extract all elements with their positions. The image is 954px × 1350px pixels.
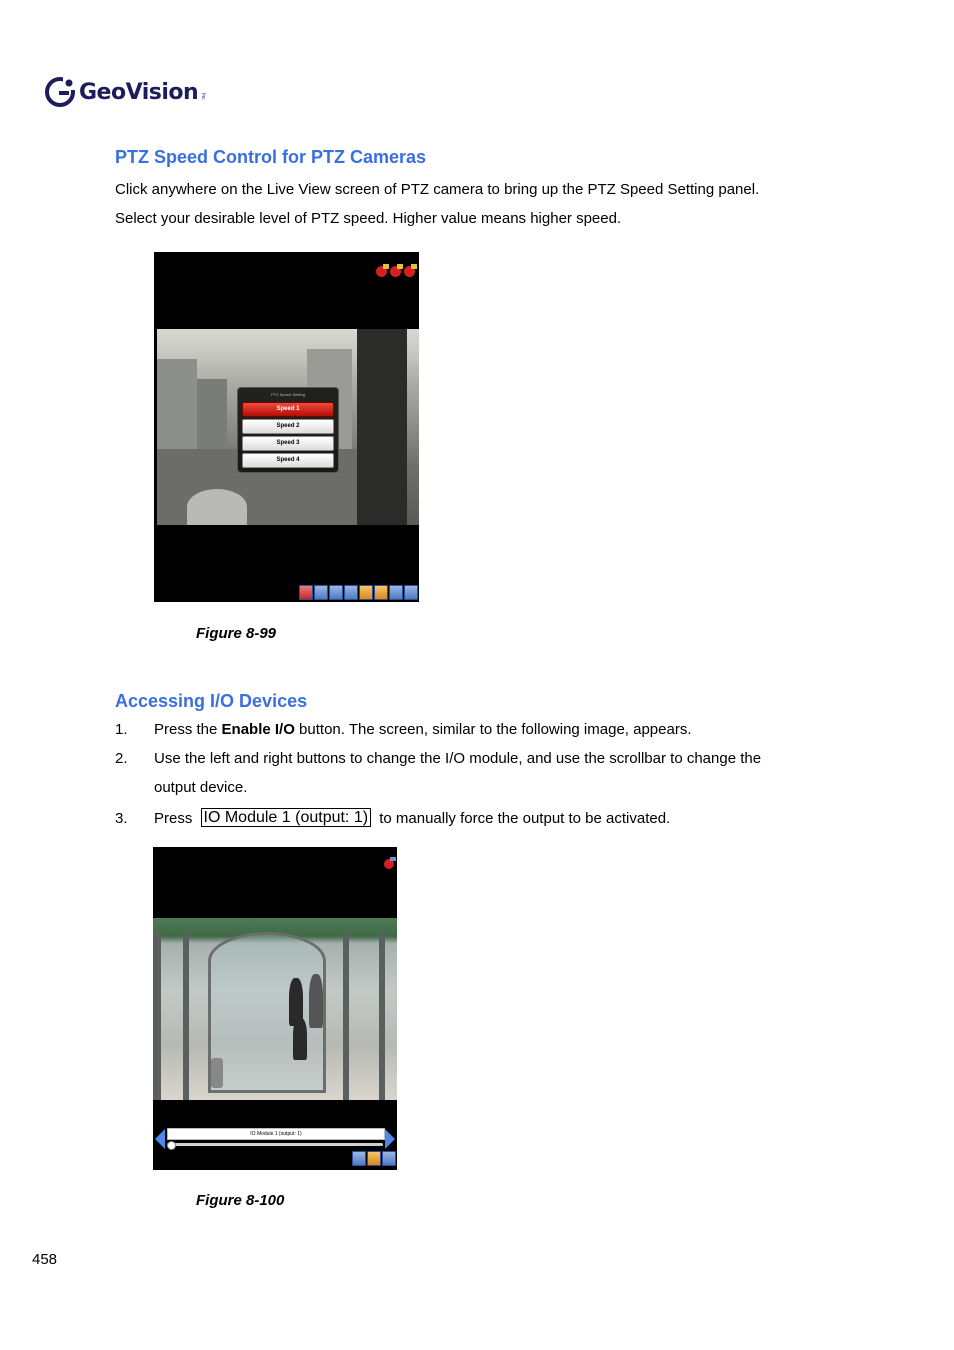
- section-heading-io: Accessing I/O Devices: [115, 691, 308, 711]
- figure-caption: Figure 8-99: [196, 625, 277, 642]
- section-heading-ptz: PTZ Speed Control for PTZ Cameras: [115, 147, 427, 167]
- settings-icon[interactable]: [404, 585, 418, 600]
- logo-text: GeoVision: [79, 79, 199, 105]
- camera-icon: [390, 266, 401, 277]
- audio-icon[interactable]: [329, 585, 343, 600]
- ptz-screenshot: [154, 252, 419, 602]
- camera-icon: [404, 266, 415, 277]
- zoom-icon[interactable]: [344, 585, 358, 600]
- previous-module-icon[interactable]: [155, 1129, 165, 1149]
- page-number: 458: [32, 1251, 58, 1268]
- paragraph: Select your desirable level of PTZ speed. Higher value means higher speed.: [115, 210, 622, 227]
- speed-4-button[interactable]: Speed 4: [242, 453, 334, 468]
- logo-suffix: Inc.: [200, 92, 207, 102]
- ptz-speed-panel: [237, 387, 339, 473]
- speed-1-button[interactable]: Speed 1: [242, 402, 334, 417]
- record-icon[interactable]: [299, 585, 313, 600]
- ptz-icon[interactable]: [359, 585, 373, 600]
- speed-3-button[interactable]: Speed 3: [242, 436, 334, 451]
- paragraph: Click anywhere on the Live View screen of PTZ camera to bring up the PTZ Speed Setting panel.: [115, 181, 760, 198]
- ptz-status-icons: [376, 266, 415, 277]
- list-item: Press the Enable I/O button. The screen, similar to the following image, appears.: [154, 721, 692, 738]
- bottom-toolbar: [299, 585, 418, 600]
- live-view-image[interactable]: [157, 329, 419, 525]
- live-view-image[interactable]: [153, 918, 397, 1100]
- snapshot-icon[interactable]: [314, 585, 328, 600]
- speed-panel-title: PTZ Speed Setting: [271, 392, 305, 397]
- io-icon[interactable]: [374, 585, 388, 600]
- next-module-icon[interactable]: [385, 1129, 395, 1149]
- list-item: Press IO Module 1 (output: 1) to manually force the output to be activated.: [154, 809, 671, 827]
- camera-icon: [384, 859, 394, 869]
- io-module-button[interactable]: IO Module 1 (output: 1): [167, 1128, 385, 1140]
- geovision-logo: [45, 74, 206, 110]
- camera-icon: [376, 266, 387, 277]
- io-module-inline-button: IO Module 1 (output: 1): [201, 808, 372, 827]
- io-control-bar: [153, 1127, 397, 1153]
- list-number: 1.: [115, 721, 128, 738]
- speed-2-button[interactable]: Speed 2: [242, 419, 334, 434]
- io-screenshot: [153, 847, 397, 1170]
- output-scrollbar[interactable]: [167, 1143, 383, 1146]
- audio-icon[interactable]: [352, 1151, 366, 1166]
- list-item: Use the left and right buttons to change the I/O module, and use the scrollbar to change the output device.: [154, 750, 762, 796]
- list-number: 2.: [115, 750, 128, 767]
- bottom-toolbar: [352, 1151, 396, 1166]
- io-icon[interactable]: [367, 1151, 381, 1166]
- settings-icon[interactable]: [382, 1151, 396, 1166]
- figure-caption: Figure 8-100: [196, 1192, 285, 1209]
- logo-mark-icon: [45, 77, 75, 107]
- layout-icon[interactable]: [389, 585, 403, 600]
- list-number: 3.: [115, 810, 128, 827]
